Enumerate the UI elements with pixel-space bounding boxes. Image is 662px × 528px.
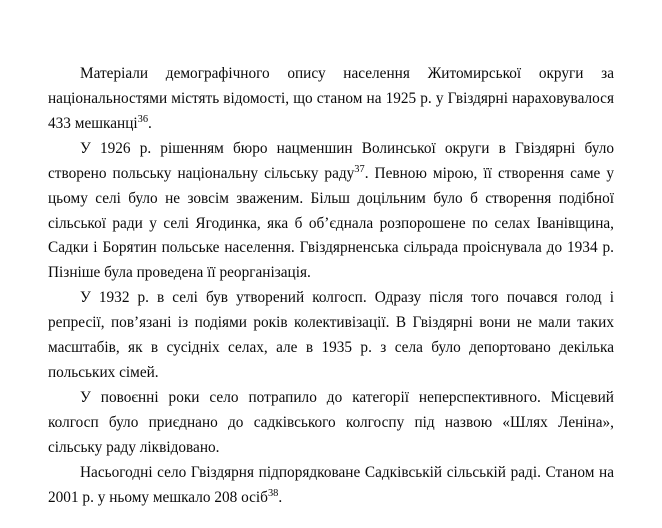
paragraph-2-text: У 1926 р. рішенням бюро нацменшин Волинської округи в Гвіздярні було створено польську національну сільську раду [48,139,614,182]
paragraph-2-text-tail: . Певною мірою, її створення саме у цьому селі було не зовсім зваженим. Більш доцільним було б створення подібної сільської ради у селі Ягодинка, яка б об’єднала розпорошене по селах Іванівщина, Садки і Борятин польське населення. Гвіздярненська сільрада проіснувала до 1934 р. Пізніше була проведена її реорганізація. [48,164,614,282]
paragraph-1 [48,62,614,137]
footnote-ref-36: 36 [137,113,149,125]
paragraph-1-text: Матеріали демографічного опису населення Житомирської округи за національностями містять відомості, що станом на 1925 р. у Гвіздярні нараховувалося 433 мешканці [48,65,614,132]
document-body [48,62,614,511]
paragraph-3 [48,286,614,386]
paragraph-5-text: Насьогодні село Гвіздярня підпорядковане Садківській сільській раді. Станом на 2001 р. у ньому мешкало 208 осіб [48,463,614,506]
footnote-ref-38: 38 [267,487,279,499]
footnote-ref-37: 37 [354,163,365,175]
paragraph-1-text-tail: . [148,114,152,132]
paragraph-5-text-tail: . [278,488,283,506]
paragraph-4 [48,386,614,461]
paragraph-5 [48,461,614,511]
paragraph-3-text: У 1932 р. в селі був утворений колгосп. Одразу після того почався голод і репресії, пов’язані із подіями років колективізації. В Гвіздярні вони не мали таких масштабів, як в сусідніх селах, але в 1935 р. з села було депортовано декілька польських сімей. [48,289,614,382]
paragraph-4-text: У повоєнні роки село потрапило до категорії неперспективного. Місцевий колгосп було приєднано до садківського колгоспу під назвою «Шлях Леніна», сільську раду ліквідовано. [48,388,614,456]
paragraph-2 [48,137,614,287]
